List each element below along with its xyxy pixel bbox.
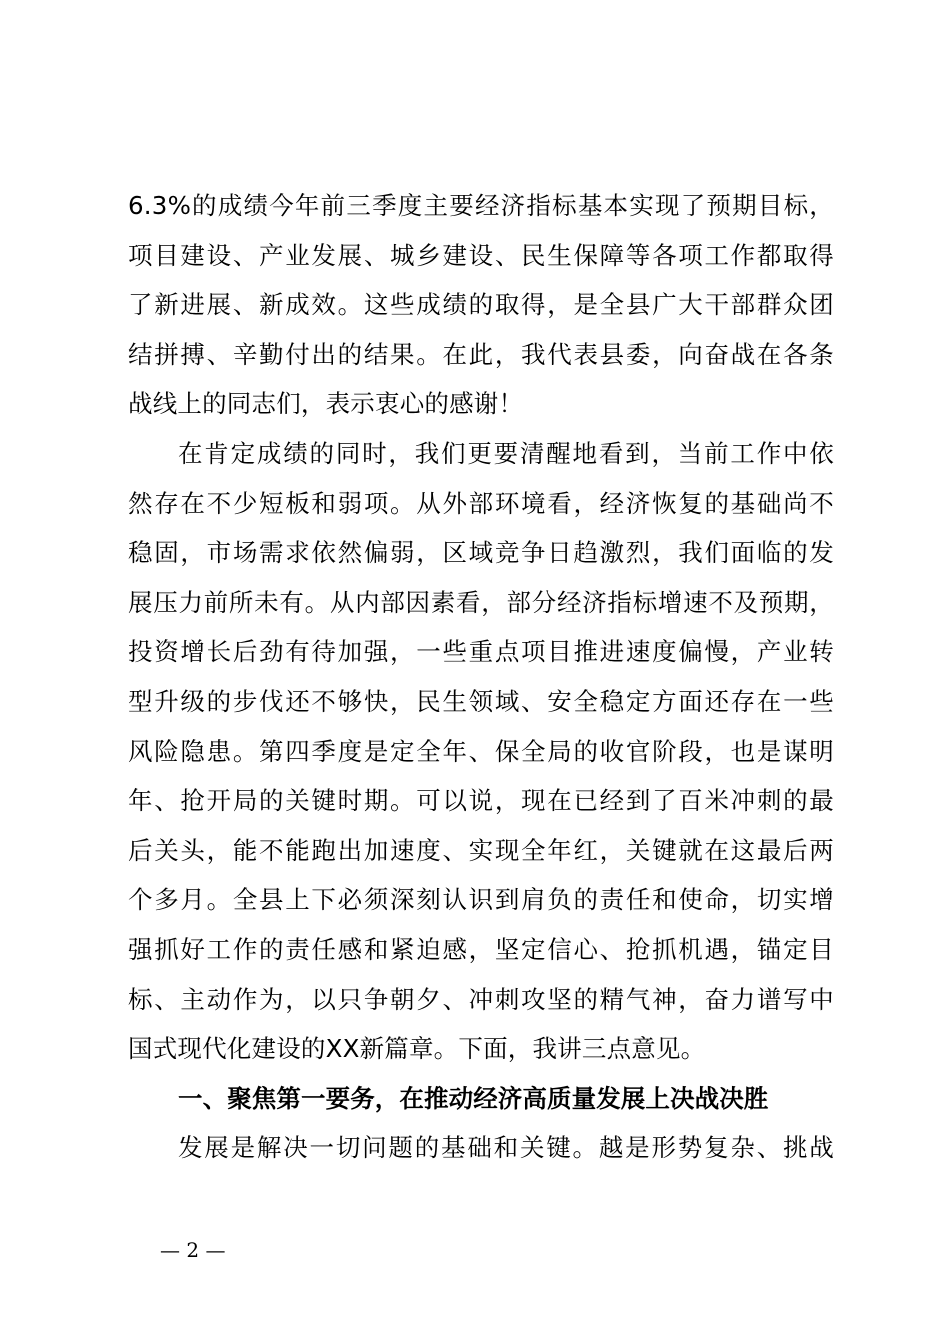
body-text: [128, 181, 834, 1173]
text-line: 后关头，能不能跑出加速度、实现全年红，关键就在这最后两: [128, 835, 834, 865]
text-line: 展压力前所未有。从内部因素看，部分经济指标增速不及预期，: [128, 587, 834, 617]
text-line: 了新进展、新成效。这些成绩的取得，是全县广大干部群众团: [128, 290, 834, 320]
paragraph-first-line: 在肯定成绩的同时，我们更要清醒地看到，当前工作中依: [178, 438, 834, 468]
text-line: 项目建设、产业发展、城乡建设、民生保障等各项工作都取得: [128, 240, 834, 270]
text-line: 强抓好工作的责任感和紧迫感，坚定信心、抢抓机遇，锚定目: [128, 934, 834, 964]
text-line: 6.3%的成绩今年前三季度主要经济指标基本实现了预期目标，: [128, 191, 834, 220]
text-line: 个多月。全县上下必须深刻认识到肩负的责任和使命，切实增: [128, 885, 834, 915]
paragraph-first-line: 发展是解决一切问题的基础和关键。越是形势复杂、挑战: [178, 1133, 834, 1163]
text-line: 风险隐患。第四季度是定全年、保全局的收官阶段，也是谋明: [128, 736, 834, 766]
text-line: 投资增长后劲有待加强，一些重点项目推进速度偏慢，产业转: [128, 637, 834, 667]
text-line: 年、抢开局的关键时期。可以说，现在已经到了百米冲刺的最: [128, 786, 834, 816]
text-line: 结拼搏、辛勤付出的结果。在此，我代表县委，向奋战在各条: [128, 339, 834, 369]
page-number: — 2 —: [160, 1238, 226, 1262]
text-line: 国式现代化建设的XX新篇章。下面，我讲三点意见。: [128, 1034, 706, 1064]
text-line: 标、主动作为，以只争朝夕、冲刺攻坚的精气神，奋力谱写中: [128, 984, 834, 1014]
text-line: 战线上的同志们，表示衷心的感谢！: [128, 389, 524, 419]
text-line: 型升级的步伐还不够快，民生领域、安全稳定方面还存在一些: [128, 686, 834, 716]
text-line: 稳固，市场需求依然偏弱，区域竞争日趋激烈，我们面临的发: [128, 538, 834, 568]
text-line: 然存在不少短板和弱项。从外部环境看，经济恢复的基础尚不: [128, 488, 834, 518]
section-heading: 一、聚焦第一要务，在推动经济高质量发展上决战决胜: [178, 1083, 769, 1113]
